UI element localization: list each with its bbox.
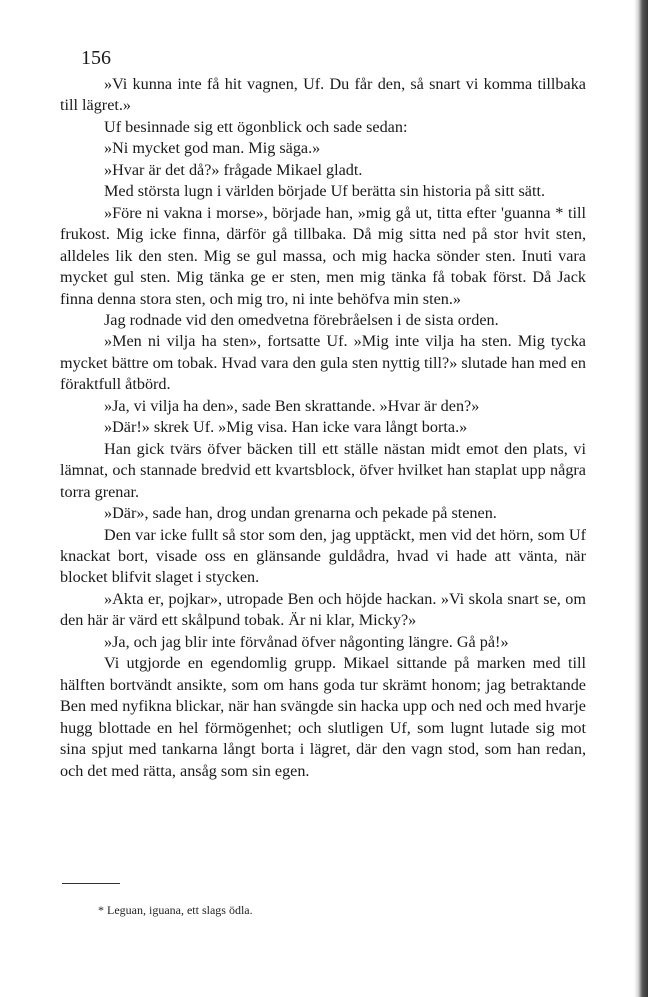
paragraph: »Vi kunna inte få hit vagnen, Uf. Du får den, så snart vi komma tillbaka till lägret.» [60, 75, 586, 115]
paragraph: »Där», sade han, drog undan grenarna och pekade på stenen. [104, 504, 497, 523]
paragraph: Jag rodnade vid den omedvetna förebråelsen i de sista orden. [104, 310, 499, 329]
paragraph: »Där!» skrek Uf. »Mig visa. Han icke vara långt borta.» [104, 418, 468, 437]
paragraph: »Ja, vi vilja ha den», sade Ben skrattande. »Hvar är den?» [104, 396, 480, 415]
footnote: * Leguan, iguana, ett slags ödla. [98, 903, 253, 917]
paragraph: Han gick tvärs öfver bäcken till ett ställe nästan midt emot den plats, vi lämnat, och stannade bredvid ett kvartsblock, öfver hvilket han staplat upp några torra grenar. [60, 439, 586, 501]
body-text [60, 74, 586, 782]
scanned-page-edge [634, 0, 648, 997]
paragraph: »Akta er, pojkar», utropade Ben och höjde hackan. »Vi skola snart se, om den här är värd ett skålpund tobak. Är ni klar, Micky?» [60, 589, 586, 630]
paragraph: Uf besinnade sig ett ögonblick och sade sedan: [104, 117, 408, 136]
page-number: 156 [81, 47, 111, 69]
paragraph: Vi utgjorde en egendomlig grupp. Mikael sittande på marken med till hälften bortvändt ansikte, som om hans goda tur skrämt honom; jag betraktande Ben med nyfikna blickar, när han svängde sin hacka upp och ned och med hvarje hugg blottade en hel förmögenhet; och slutligen Uf, som lugnt lutade sig mot sina spjut med tankarna långt borta i lägret, där den vagn stod, som han redan, och det med rätta, ansåg som sin egen. [60, 654, 586, 780]
paragraph: »Men ni vilja ha sten», fortsatte Uf. »Mig inte vilja ha sten. Mig tycka mycket bättre om tobak. Hvad vara den gula sten nyttig till?» slutade han med en föraktfull åtbörd. [60, 332, 586, 394]
paragraph: »Ni mycket god man. Mig säga.» [104, 139, 321, 158]
paragraph: Den var icke fullt så stor som den, jag upptäckt, men vid det hörn, som Uf knackat bort, visade oss en glänsande guldådra, hvad vi hade att vänta, när blocket blifvit slaget i stycken. [60, 525, 586, 587]
paragraph: »Hvar är det då?» frågade Mikael gladt. [104, 160, 363, 179]
footnote-divider [62, 883, 120, 884]
paragraph: Med största lugn i världen började Uf berätta sin historia på sitt sätt. [104, 182, 546, 201]
paragraph: »Ja, och jag blir inte förvånad öfver någonting längre. Gå på!» [104, 632, 509, 651]
paragraph: »Före ni vakna i morse», började han, »mig gå ut, titta efter 'guanna * till frukost. Mig icke finna, därför gå tillbaka. Då mig sitta ned på stor hvit sten, alldeles lik den sten. Mig se gul massa, och mig hacka sönder sten. Inuti vara mycket gul sten. Mig tänka ge er sten, men mig tänka få tobak först. Då Jack finna denna stora sten, och mig tro, ni inte behöfva min sten.» [60, 203, 586, 308]
